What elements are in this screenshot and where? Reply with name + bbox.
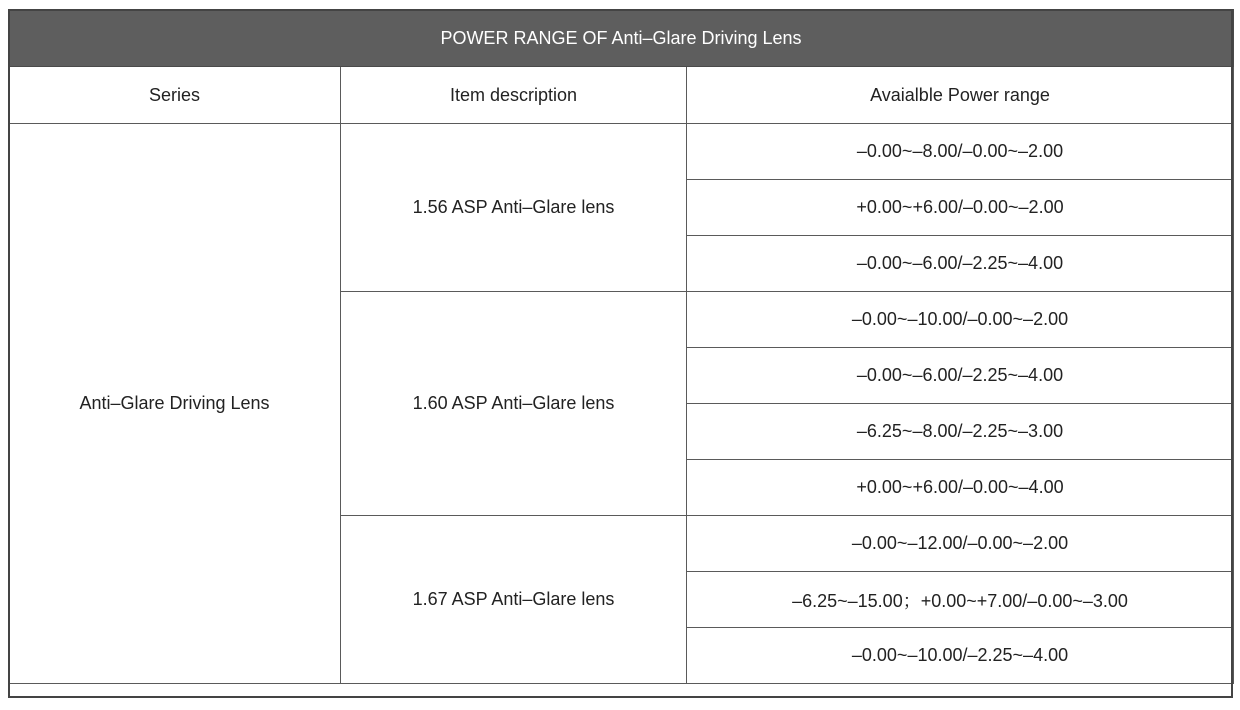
- power-range-cell: –0.00~–6.00/–2.25~–4.00: [687, 236, 1234, 292]
- power-range-cell: –6.25~–8.00/–2.25~–3.00: [687, 404, 1234, 460]
- table-title: POWER RANGE OF Anti–Glare Driving Lens: [9, 10, 1234, 67]
- column-header-item-description: Item description: [341, 67, 687, 124]
- power-range-cell: –0.00~–10.00/–2.25~–4.00: [687, 628, 1234, 684]
- power-range-cell: –0.00~–12.00/–0.00~–2.00: [687, 516, 1234, 572]
- item-cell: 1.60 ASP Anti–Glare lens: [341, 292, 687, 516]
- power-range-cell: –0.00~–8.00/–0.00~–2.00: [687, 124, 1234, 180]
- power-range-cell: +0.00~+6.00/–0.00~–2.00: [687, 180, 1234, 236]
- power-range-cell: –0.00~–6.00/–2.25~–4.00: [687, 348, 1234, 404]
- series-cell: Anti–Glare Driving Lens: [9, 124, 341, 684]
- power-range-cell: +0.00~+6.00/–0.00~–4.00: [687, 460, 1234, 516]
- item-cell: 1.67 ASP Anti–Glare lens: [341, 516, 687, 684]
- power-range-table: [8, 9, 1234, 684]
- column-header-power-range: Avaialble Power range: [687, 67, 1234, 124]
- column-header-series: Series: [9, 67, 341, 124]
- item-cell: 1.56 ASP Anti–Glare lens: [341, 124, 687, 292]
- table-title-row: [9, 10, 1234, 67]
- table-row: [9, 124, 1234, 180]
- power-range-cell: –0.00~–10.00/–0.00~–2.00: [687, 292, 1234, 348]
- power-range-cell: –6.25~–15.00；+0.00~+7.00/–0.00~–3.00: [687, 572, 1234, 628]
- table-header-row: [9, 67, 1234, 124]
